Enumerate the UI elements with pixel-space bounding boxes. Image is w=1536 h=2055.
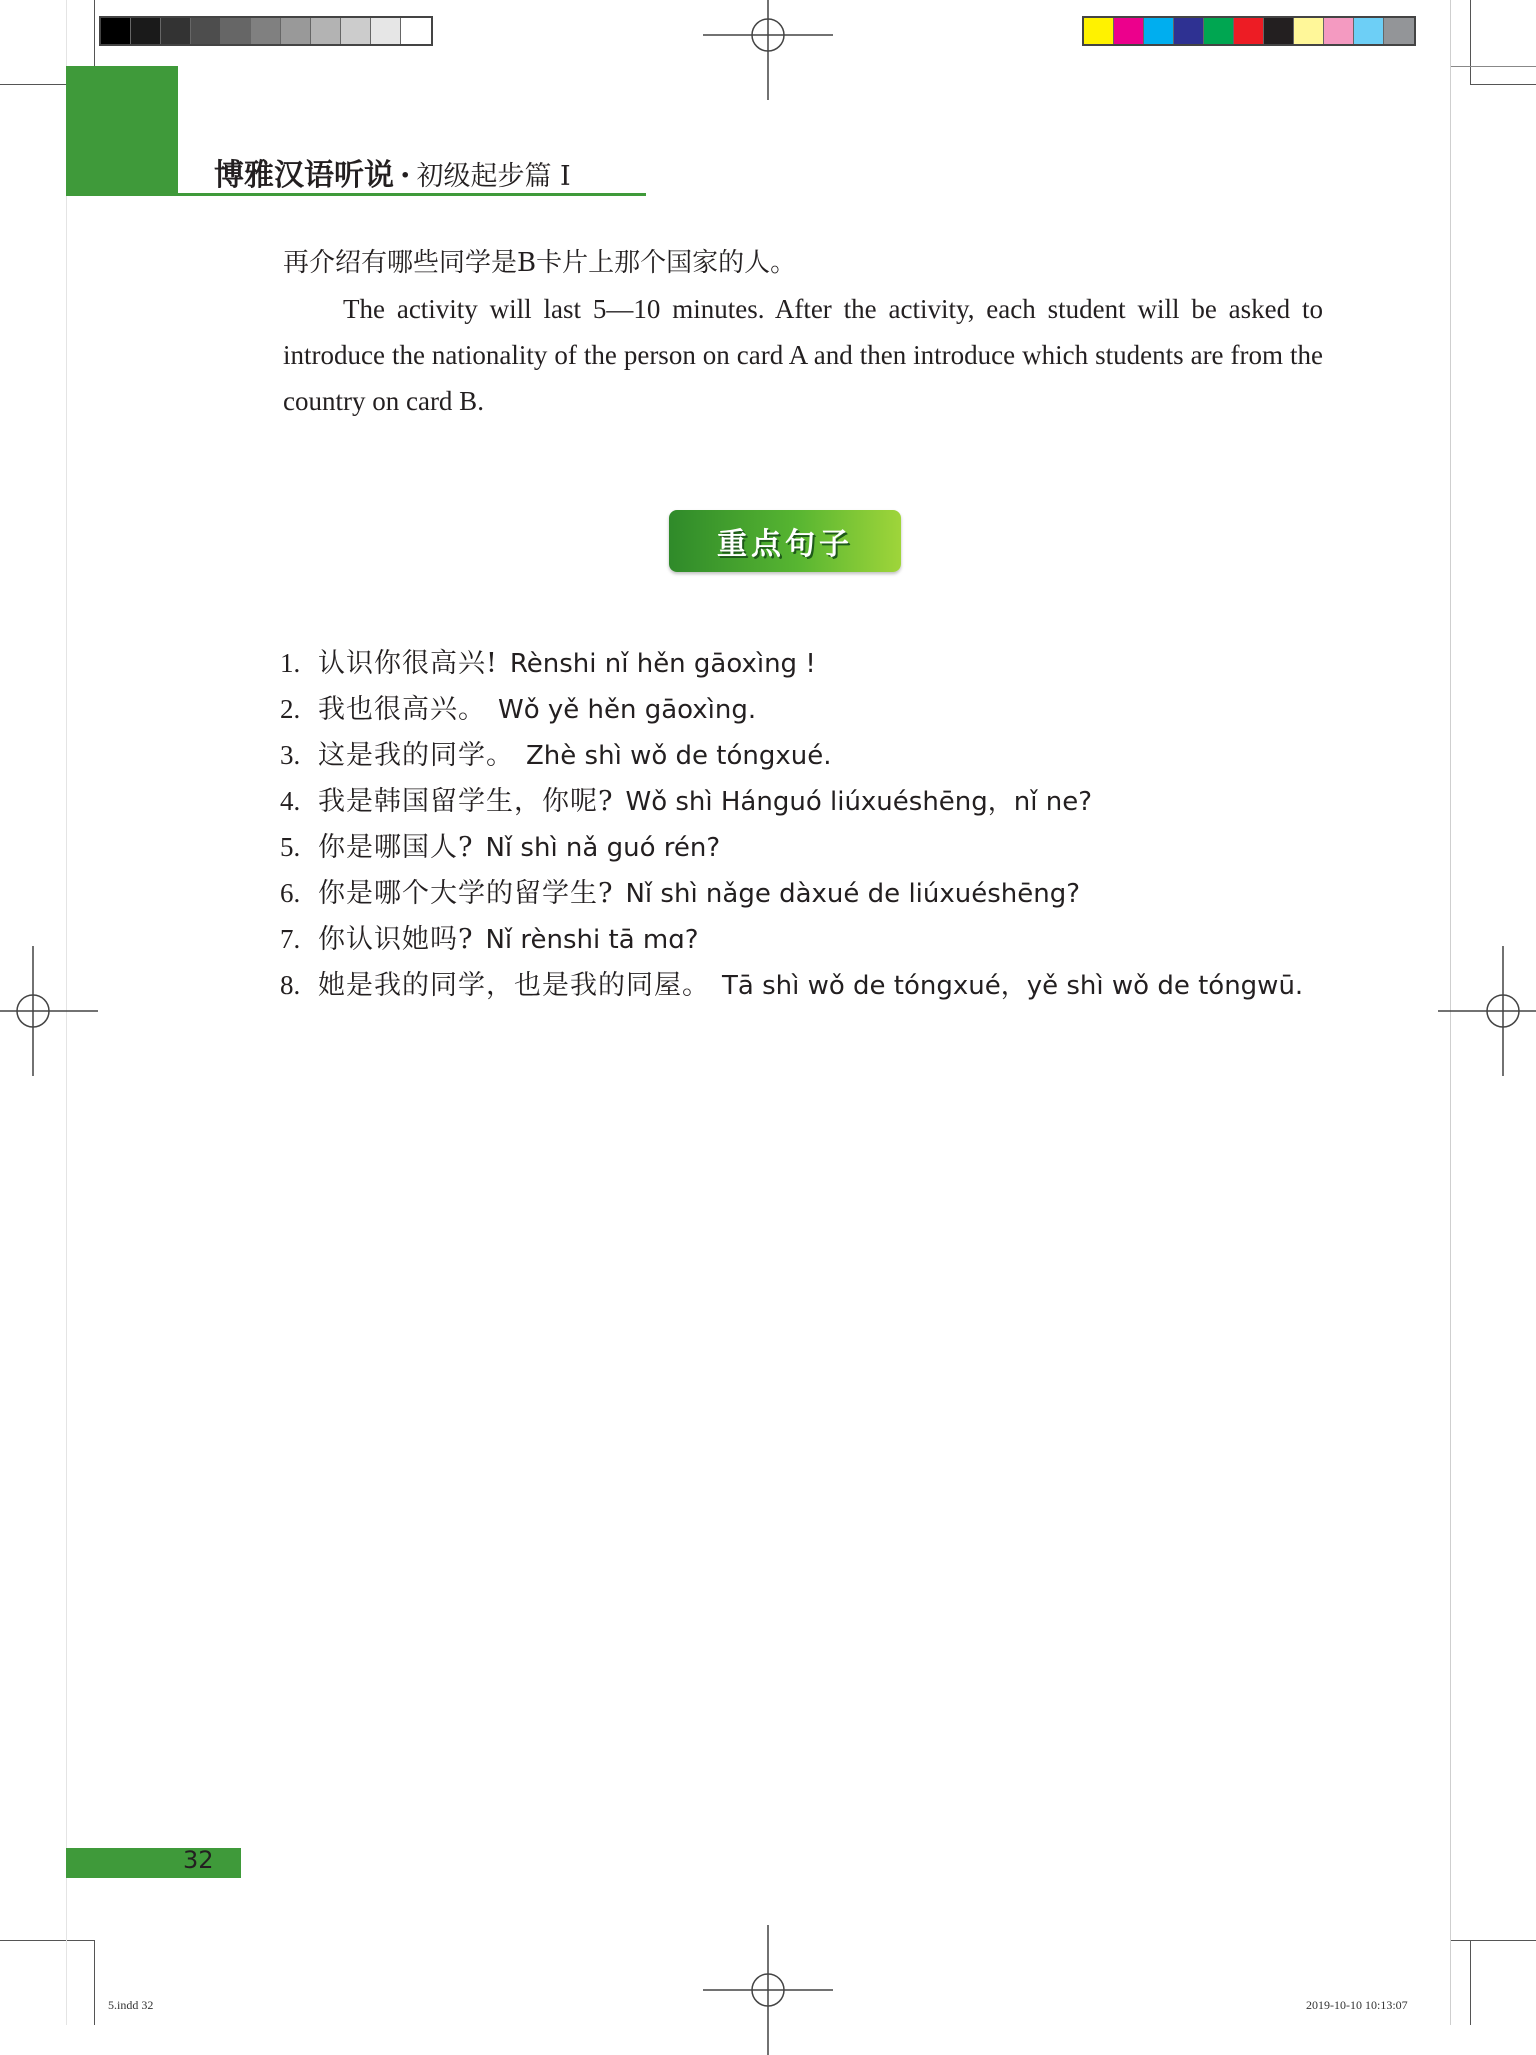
color-swatch [251,18,281,44]
slug-file-info: 5.indd 32 [108,1998,154,2012]
sentence-pinyin: Wǒ shì Hánguó liúxuéshēng，nǐ ne? [625,787,1093,817]
sentence-pinyin: Nǐ shì nǎge dàxué de liúxuéshēng? [625,879,1081,909]
slug-timestamp: 2019-10-10 10:13:07 [1306,1998,1408,2012]
registration-mark-icon [703,0,833,100]
color-swatch [1084,18,1114,44]
sentence-pinyin: Rènshi nǐ hěn gāoxìng ! [509,649,816,679]
sentence-number: 8. [280,970,301,1000]
color-swatch [101,18,131,44]
sentence-number: 2. [280,694,301,724]
book-subtitle: 初级起步篇 I [416,161,571,192]
sentence-item [280,962,1430,1008]
color-swatch [401,18,431,44]
header-tab [66,66,178,194]
registration-mark-icon [703,1925,833,2055]
header-separator: · [400,158,411,193]
color-swatch [311,18,341,44]
registration-mark-icon [0,946,98,1076]
color-swatch [1234,18,1264,44]
sentence-pinyin: Nǐ rènshi tā mɑ? [485,925,699,955]
sentence-item [280,732,1430,778]
sentence-item [280,778,1430,824]
color-bar [1082,16,1416,46]
sentence-number: 3. [280,740,301,770]
sentence-item [280,686,1430,732]
sentence-number: 5. [280,832,301,862]
color-swatch [131,18,161,44]
color-swatch [1174,18,1204,44]
color-swatch [1324,18,1354,44]
color-swatch [1384,18,1414,44]
sentence-chinese: 认识你很高兴! [318,648,498,679]
grayscale-bar [99,16,433,46]
sentence-pinyin: Wǒ yě hěn gāoxìng. [498,695,757,725]
sentence-number: 1. [280,648,301,678]
sentence-chinese: 我是韩国留学生，你呢? [318,786,614,817]
sentence-number: 6. [280,878,301,908]
color-swatch [1294,18,1324,44]
sentence-pinyin: Tā shì wǒ de tóngxué，yě shì wǒ de tóngwū. [722,971,1304,1001]
sentence-pinyin: Zhè shì wǒ de tóngxué. [526,741,832,771]
sentence-chinese: 你是哪个大学的留学生? [318,878,614,909]
sentence-chinese: 你是哪国人? [318,832,474,863]
paragraph-english [283,286,1323,424]
sentence-chinese: 这是我的同学。 [318,740,514,771]
paragraph-english-text: The activity will last 5—10 minutes. After the activity, each student will be asked to introduce the nationality of the person on card A and then introduce which students are from the country on card B. [283,294,1323,416]
sentence-item [280,870,1430,916]
page-number: 32 [183,1846,214,1874]
color-swatch [191,18,221,44]
running-header [214,150,571,194]
color-swatch [161,18,191,44]
section-badge [669,510,901,572]
page-number-bar [66,1848,241,1878]
sentence-number: 7. [280,924,301,954]
sentence-chinese: 她是我的同学，也是我的同屋。 [318,970,710,1001]
color-swatch [1264,18,1294,44]
sentence-chinese: 你认识她吗? [318,924,474,955]
color-swatch [341,18,371,44]
sentence-item [280,824,1430,870]
color-swatch [1354,18,1384,44]
sentence-item [280,916,1430,962]
key-sentence-list [280,640,1430,1008]
paragraph-chinese: 再介绍有哪些同学是B卡片上那个国家的人。 [283,248,797,278]
color-swatch [1204,18,1234,44]
color-swatch [371,18,401,44]
book-title: 博雅汉语听说 [214,158,394,193]
color-swatch [281,18,311,44]
color-swatch [221,18,251,44]
registration-mark-icon [1438,946,1536,1076]
sentence-item [280,640,1430,686]
section-badge-label: 重点句子 [717,527,853,562]
sentence-number: 4. [280,786,301,816]
sentence-chinese: 我也很高兴。 [318,694,486,725]
color-swatch [1114,18,1144,44]
sentence-pinyin: Nǐ shì nǎ guó rén? [485,833,721,863]
color-swatch [1144,18,1174,44]
